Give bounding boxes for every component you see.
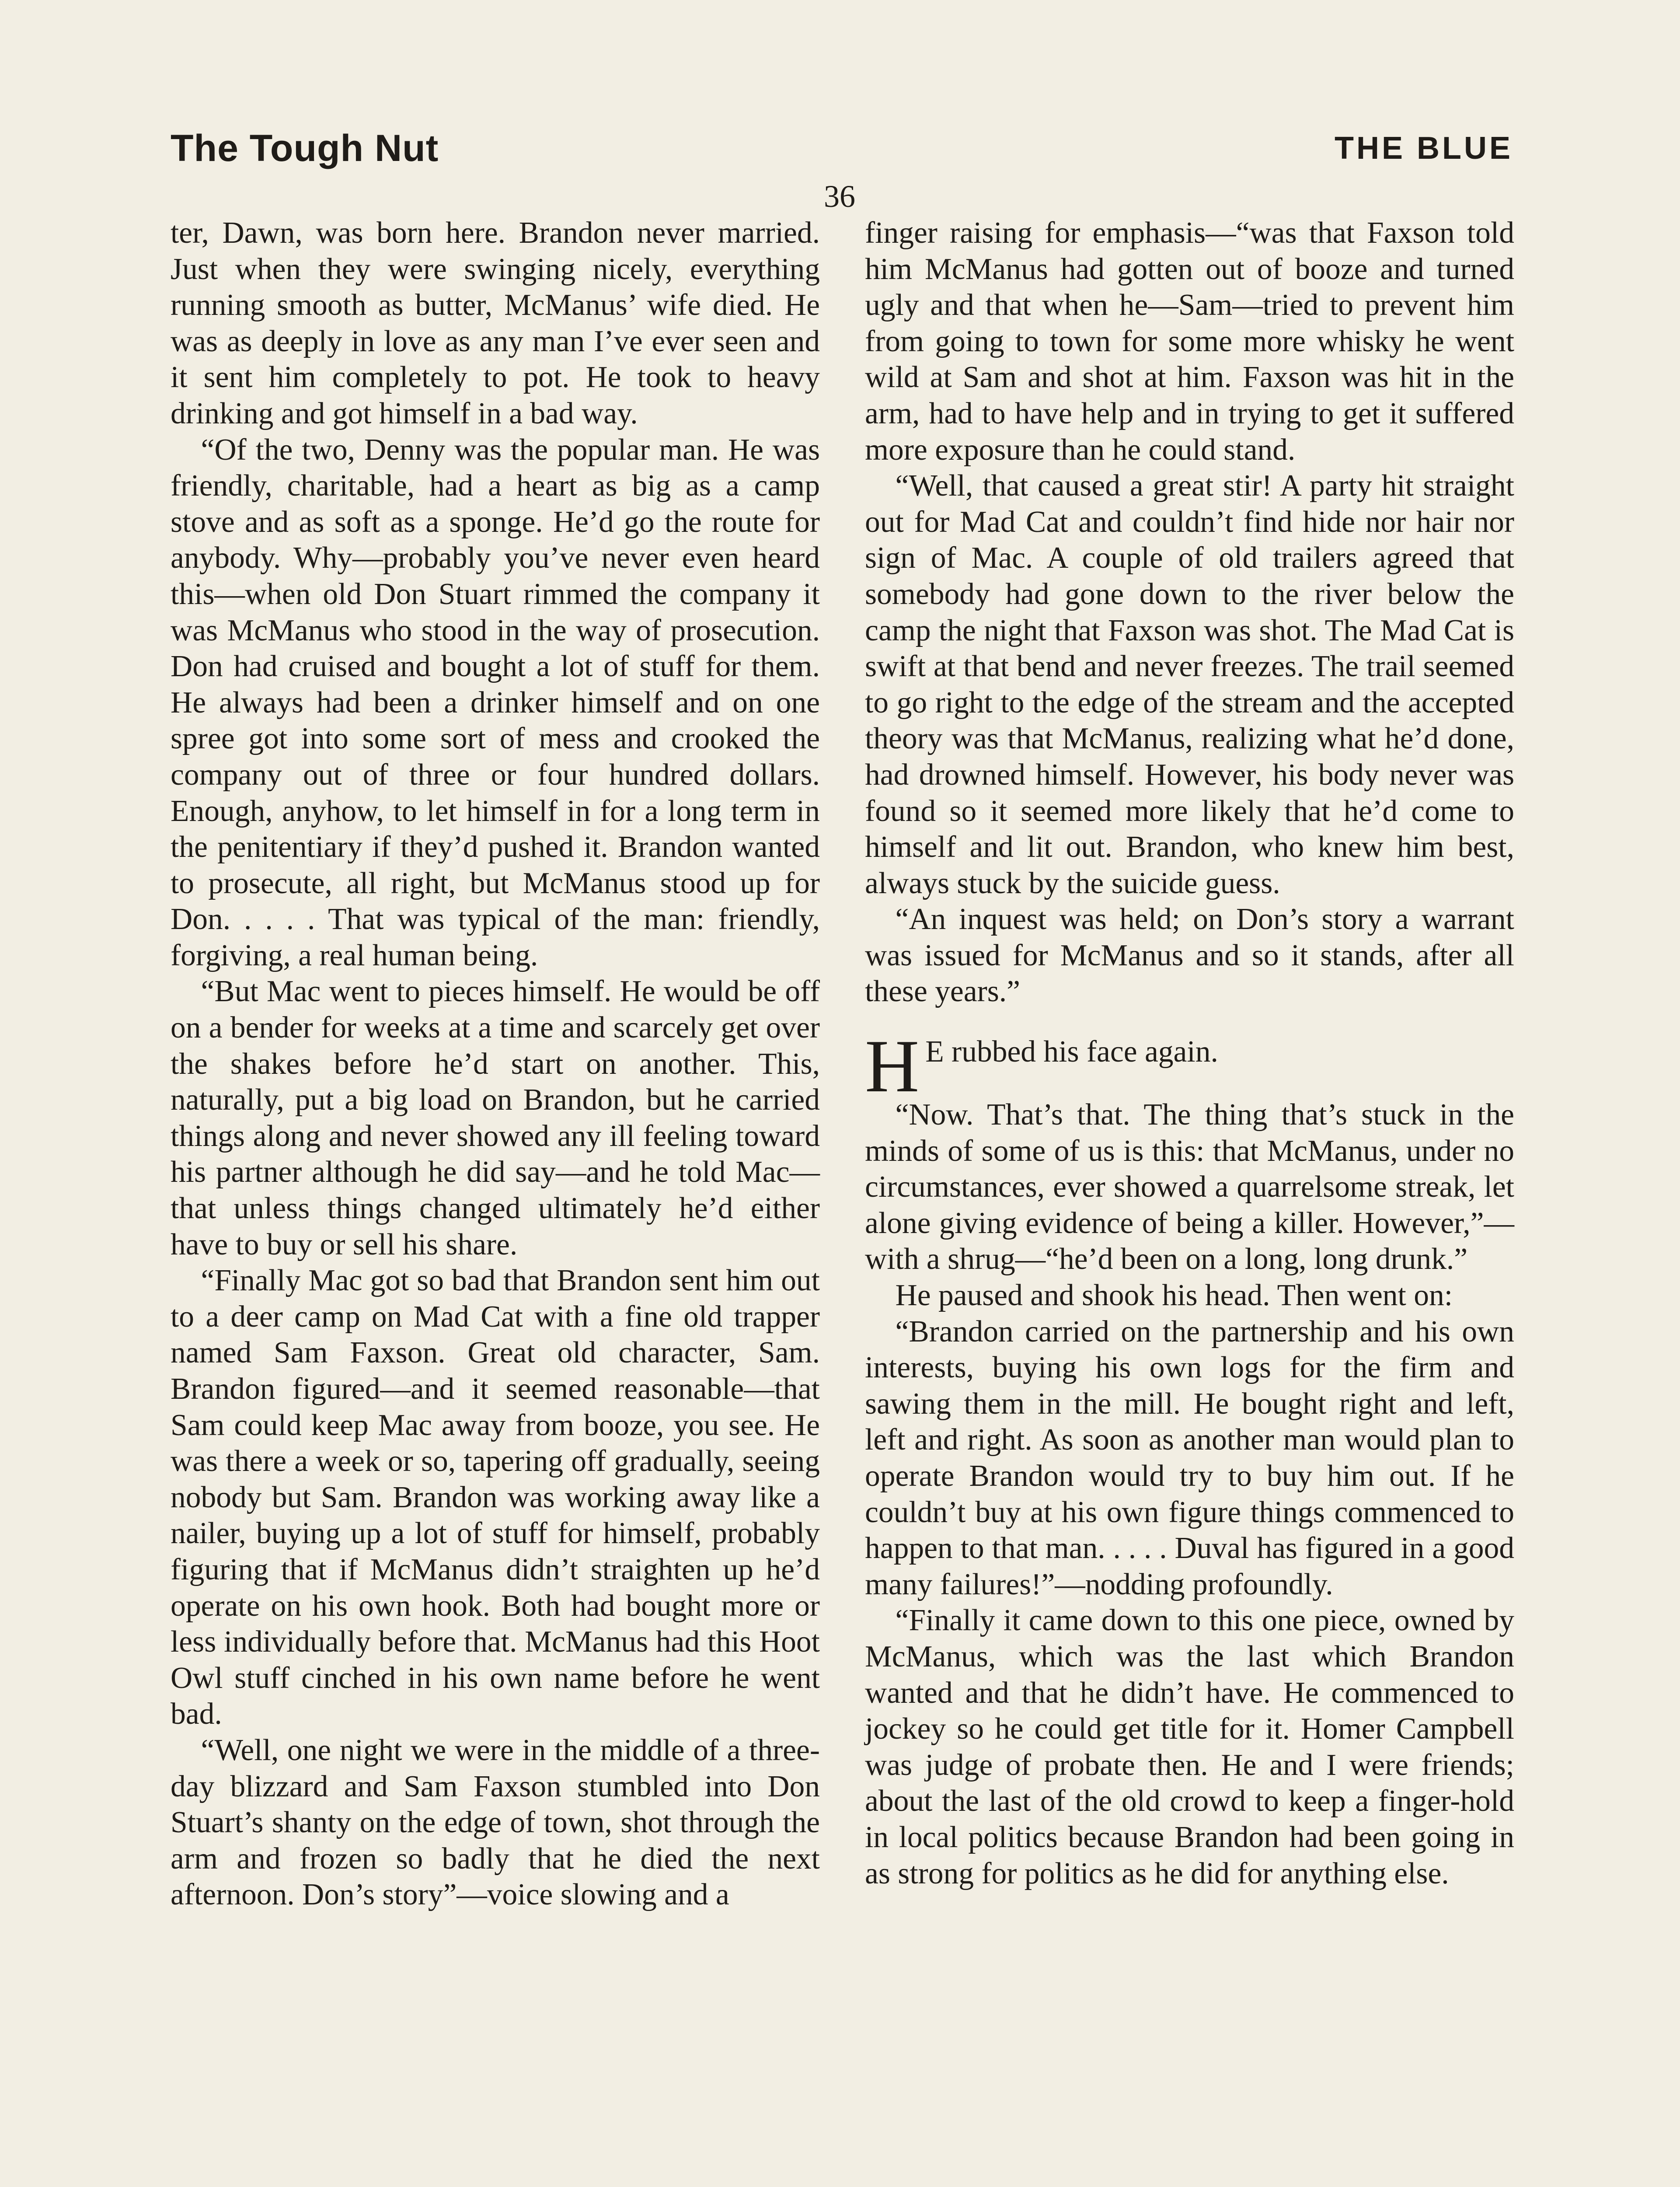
paragraph: “Now. That’s that. The thing that’s stuck in the minds of some of us is this: that McManus, under no circumstances, ever showed a quarrelsome streak, let alone giving evidence of being a killer. However,”—with a shrug—“he’d been on a long, long drunk.” [865,1098,1514,1276]
paragraph: “Finally Mac got so bad that Brandon sent him out to a deer camp on Mad Cat with a fine old trapper named Sam Faxson. Great old character, Sam. Brandon figured—and it seemed reasonable—that Sam could keep Mac away from booze, you see. He was there a week or so, tapering off gradually, seeing nobody but Sam. Brandon was working away like a nailer, buying up a lot of stuff for himself, probably figuring that if McManus didn’t straighten up he’d operate on his own hook. Both had bought more or less individually before that. McManus had this Hoot Owl stuff cinched in his own name before he went bad. [171,1264,820,1731]
paragraph: “An inquest was held; on Don’s story a warrant was issued for McManus and so it stands, after all these years.” [865,902,1514,1009]
paragraph: ter, Dawn, was born here. Brandon never married. Just when they were swinging nicely, everything running smooth as butter, McManus’ wife died. He was as deeply in love as any man I’ve ever seen and it sent him completely to pot. He took to heavy drinking and got himself in a bad way. [171,216,820,430]
section-opening-line: E rubbed his face again. [925,1035,1218,1069]
paragraph: “Finally it came down to this one piece, owned by McManus, which was the last which Brandon wanted and that he didn’t have. He commenced to jockey so he could get title for it. Homer Campbell was judge of probate then. He and I were friends; about the last of the old crowd to keep a finger-hold in local politics because Brandon had been going in as strong for politics as he did for anything else. [865,1604,1514,1890]
left-text-column [171,215,820,1913]
paragraph: He paused and shook his head. Then went on: [895,1279,1453,1313]
paragraph: “Well, one night we were in the middle of a three-day blizzard and Sam Faxson stumbled into Don Stuart’s shanty on the edge of town, shot through the arm and frozen so badly that he died the next afternoon. Don’s story”—voice slowing and a [171,1733,820,1912]
paragraph: finger raising for emphasis—“was that Faxson told him McManus had gotten out of booze and turned ugly and that when he—Sam—tried to prevent him from going to town for some more whisky he went wild at Sam and shot at him. Faxson was hit in the arm, had to have help and in trying to get it suffered more exposure than he could stand. [865,216,1514,467]
paragraph: “Of the two, Denny was the popular man. He was friendly, charitable, had a heart as big as a camp stove and as soft as a sponge. He’d go the route for anybody. Why—probably you’ve never even heard this—when old Don Stuart rimmed the company it was McManus who stood in the way of prosecution. Don had cruised and bought a lot of stuff for them. He always had been a drinker himself and on one spree got into some sort of mess and crooked the company out of three or four hundred dollars. Enough, anyhow, to let himself in for a long term in the penitentiary if they’d pushed it. Brandon wanted to prosecute, all right, but McManus stood up for Don. . . . . That was typical of the man: friendly, forgiving, a real human being. [171,433,820,972]
paragraph: “But Mac went to pieces himself. He would be off on a bender for weeks at a time and scarcely get over the shakes before he’d start on another. This, naturally, put a big load on Brandon, but he carried things along and never showed any ill feeling toward his partner although he did say—and he told Mac—that unless things changed ultimately he’d either have to buy or sell his share. [171,975,820,1261]
right-text-column [865,215,1514,1892]
magazine-name: THE BLUE [1335,131,1513,166]
drop-cap: H [865,1025,920,1108]
page-number: 36 [824,179,855,214]
paragraph: “Well, that caused a great stir! A party hit straight out for Mad Cat and couldn’t find hide nor hair nor sign of Mac. A couple of old trailers agreed that somebody had gone down to the river below the camp the night that Faxson was shot. The Mad Cat is swift at that bend and never freezes. The trail seemed to go right to the edge of the stream and the accepted theory was that McManus, realizing what he’d done, had drowned himself. However, his body never was found so it seemed more likely that he’d come to himself and lit out. Brandon, who knew him best, always stuck by the suicide guess. [865,469,1514,900]
paragraph: “Brandon carried on the partnership and his own interests, buying his own logs for the firm and sawing them in the mill. He bought right and left, left and right. As soon as another man would plan to operate Brandon would try to buy him out. If he couldn’t buy at his own figure things commenced to happen to that man. . . . . Duval has figured in a good many failures!”—nodding profoundly. [865,1314,1514,1601]
running-title: The Tough Nut [171,127,439,169]
section-opening-paragraph [865,1025,1514,1278]
